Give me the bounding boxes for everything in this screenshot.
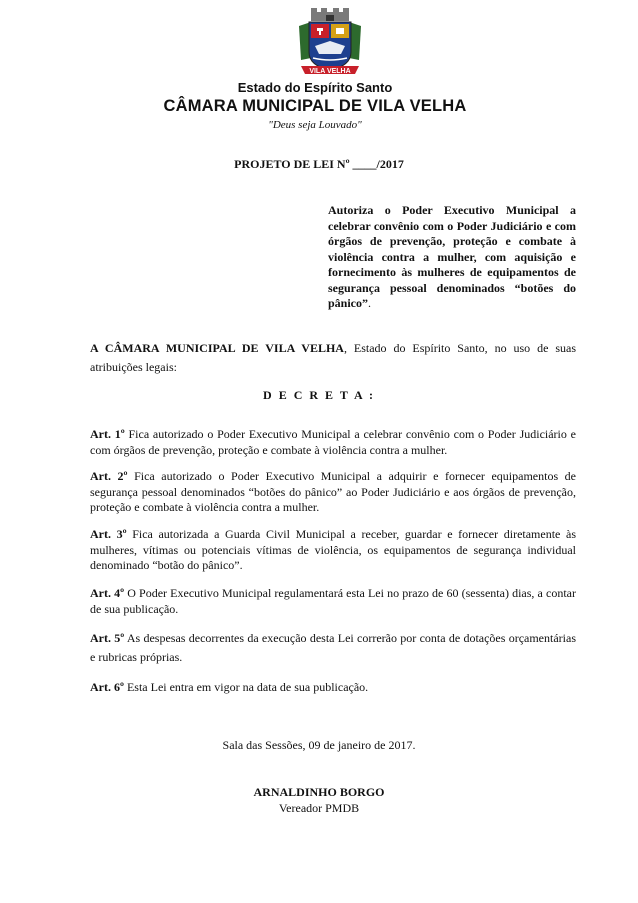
preamble-text: , Estado do Espírito Santo, no uso de suas atribuições legais: [90,341,576,374]
signatory-role: Vereador PMDB [278,801,360,815]
article-3 [90,527,576,574]
article-text: Fica autorizado o Poder Executivo Municipal a celebrar convênio com o Poder Judiciário e com órgãos de prevenção, proteção e combate à violência contra a mulher. [90,427,576,457]
bill-summary [328,203,576,312]
article-label: Art. 1º [90,427,125,441]
article-5 [90,629,576,667]
article-label: Art. 2º [90,469,128,483]
article-text: Fica autorizado o Poder Executivo Municipal a adquirir e fornecer equipamentos de segurança pessoal denominados “botões do pânico” ao Poder Judiciário e aos órgãos de prevenção, proteção e combate à violência contra a mulher. [90,469,577,514]
article-1 [90,427,576,458]
article-4 [90,586,576,617]
article-text: O Poder Executivo Municipal regulamentará esta Lei no prazo de 60 (sessenta) dias, a contar de sua publicação. [90,586,576,616]
article-label: Art. 3º [90,527,127,541]
chamber-name: CÂMARA MUNICIPAL DE VILA VELHA [163,97,467,115]
crest-label: VILA VELHA [309,68,351,75]
article-label: Art. 6º [90,680,124,694]
signatory-name: ARNALDINHO BORGO [253,785,385,799]
decree-heading: D E C R E T A : [263,388,375,402]
place-date: Sala das Sessões, 09 de janeiro de 2017. [222,738,416,752]
article-text: Fica autorizada a Guarda Civil Municipal a receber, guardar e fornecer diretamente às mulheres, vítimas ou potenciais vítimas de violência, os equipamentos de segurança individual denominado “botão do pânico”. [90,527,577,572]
article-text: As despesas decorrentes da execução desta Lei correrão por conta de dotações orçamentárias e rubricas próprias. [90,631,576,664]
bill-title: PROJETO DE LEI Nº ____/2017 [234,157,404,171]
article-6 [90,680,576,696]
coat-of-arms-icon [293,8,367,78]
article-text: Esta Lei entra em vigor na data de sua publicação. [123,680,369,694]
motto: "Deus seja Louvado" [268,119,362,131]
article-2 [90,469,576,516]
article-label: Art. 4º [90,586,125,600]
article-label: Art. 5º [90,631,125,645]
bill-summary-tail: . [368,296,372,310]
preamble [90,339,576,377]
bill-summary-text: Autoriza o Poder Executivo Municipal a celebrar convênio com o Poder Judiciário e com órgãos de prevenção, proteção e combate à violência contra a mulher, com aquisição e fornecimento às mulheres de equipamentos de segurança pessoal denominados “botões do pânico” [328,203,576,310]
preamble-chamber: A CÂMARA MUNICIPAL DE VILA VELHA [90,341,344,355]
state-name: Estado do Espírito Santo [237,80,393,95]
